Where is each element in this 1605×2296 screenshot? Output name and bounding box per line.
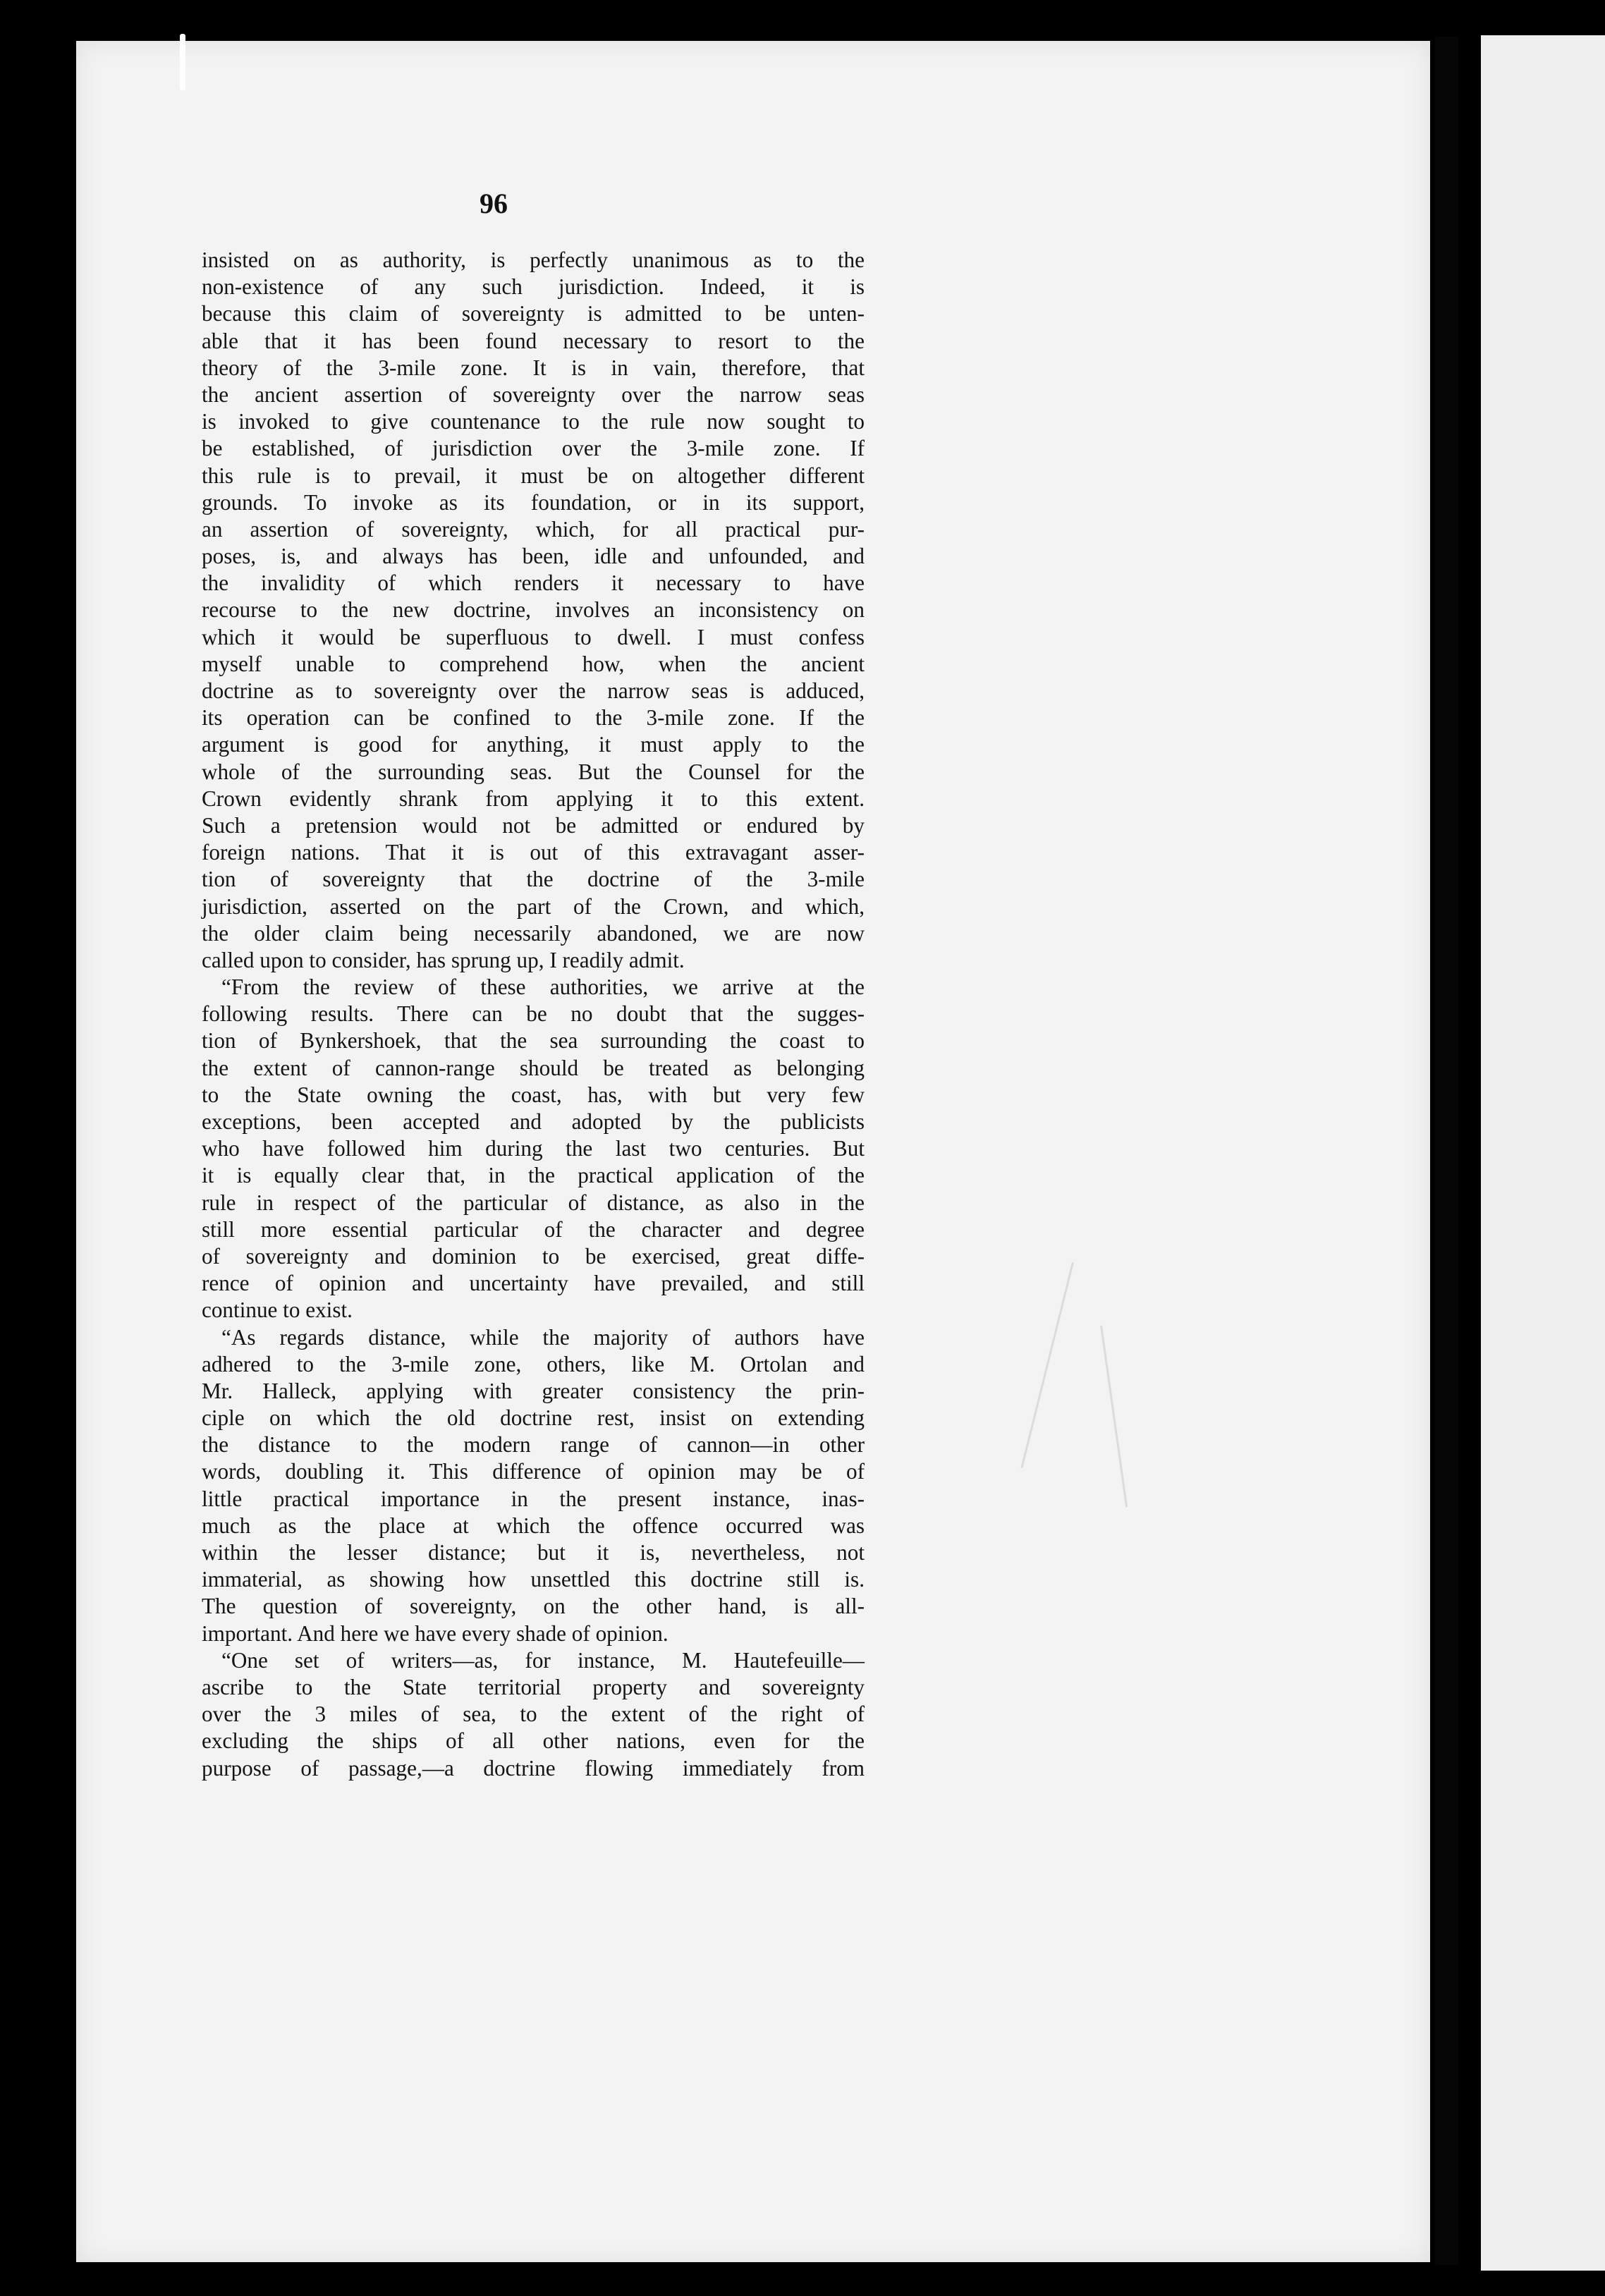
body-text [202, 247, 865, 1782]
text-line: exceptions, been accepted and adopted by the publicists [202, 1109, 865, 1134]
text-line: grounds. To invoke as its foundation, or in its support, [202, 489, 865, 515]
page-number: 96 [480, 188, 508, 219]
text-line: words, doubling it. This difference of opinion may be of [202, 1459, 865, 1484]
text-line: important. And here we have every shade of opinion. [202, 1620, 669, 1646]
text-line: excluding the ships of all other nations, even for the [202, 1728, 865, 1754]
text-line: to the State owning the coast, has, with but very few [202, 1082, 865, 1107]
text-line: within the lesser distance; but it is, nevertheless, not [202, 1540, 865, 1565]
text-line: the older claim being necessarily abandoned, we are now [202, 920, 865, 946]
text-line: Such a pretension would not be admitted or endured by [202, 812, 865, 838]
text-line: its operation can be confined to the 3-mile zone. If the [202, 705, 865, 731]
text-line: doctrine as to sovereignty over the narrow seas is adduced, [202, 678, 865, 703]
adjacent-page-edge [1481, 35, 1605, 2271]
text-line: which it would be superfluous to dwell. I must confess [202, 624, 865, 649]
text-line: little practical importance in the present instance, inas- [202, 1486, 865, 1511]
text-line: much as the place at which the offence occurred was [202, 1513, 865, 1538]
text-line: The question of sovereignty, on the other hand, is all- [202, 1594, 865, 1619]
text-line: tion of sovereignty that the doctrine of the 3-mile [202, 867, 865, 892]
text-line: purpose of passage,—a doctrine flowing immediately from [202, 1755, 865, 1781]
text-line: called upon to consider, has sprung up, I readily admit. [202, 947, 685, 972]
text-line: over the 3 miles of sea, to the extent of the right of [202, 1702, 865, 1727]
text-line: whole of the surrounding seas. But the Counsel for the [202, 759, 865, 784]
text-line: because this claim of sovereignty is admitted to be unten- [202, 301, 865, 326]
text-line: rule in respect of the particular of distance, as also in the [202, 1190, 865, 1215]
text-line: foreign nations. That it is out of this extravagant asser- [202, 840, 865, 865]
text-line: of sovereignty and dominion to be exercised, great diffe- [202, 1243, 865, 1269]
text-line: theory of the 3-mile zone. It is in vain, therefore, that [202, 355, 865, 380]
text-line: myself unable to comprehend how, when the ancient [202, 651, 865, 676]
text-line: “One set of writers—as, for instance, M. Hautefeuille— [221, 1647, 865, 1673]
text-line: argument is good for anything, it must apply to the [202, 732, 865, 757]
text-line: continue to exist. [202, 1297, 353, 1323]
text-line: Mr. Halleck, applying with greater consistency the prin- [202, 1378, 865, 1403]
page-gutter [1434, 37, 1458, 2265]
text-line: be established, of jurisdiction over the 3-mile zone. If [202, 436, 865, 461]
text-line: poses, is, and always has been, idle and unfounded, and [202, 544, 865, 569]
text-line: tion of Bynkershoek, that the sea surrounding the coast to [202, 1028, 865, 1054]
text-line: an assertion of sovereignty, which, for all practical pur- [202, 516, 865, 542]
text-line: “As regards distance, while the majority of authors have [221, 1324, 865, 1350]
text-line: ascribe to the State territorial property and sovereignty [202, 1674, 865, 1699]
text-line: recourse to the new doctrine, involves an inconsistency on [202, 597, 865, 623]
text-line: able that it has been found necessary to resort to the [202, 328, 865, 353]
text-line: non-existence of any such jurisdiction. Indeed, it is [202, 274, 865, 300]
text-line: the extent of cannon-range should be treated as belonging [202, 1055, 865, 1080]
text-line: still more essential particular of the character and degree [202, 1216, 865, 1242]
text-line: is invoked to give countenance to the rule now sought to [202, 409, 865, 434]
text-line: ciple on which the old doctrine rest, insist on extending [202, 1405, 865, 1431]
text-line: “From the review of these authorities, we arrive at the [221, 975, 865, 1000]
text-line: rence of opinion and uncertainty have prevailed, and still [202, 1271, 865, 1296]
text-line: following results. There can be no doubt that the sugges- [202, 1001, 865, 1027]
text-line: who have followed him during the last two centuries. But [202, 1136, 865, 1161]
text-line: adhered to the 3-mile zone, others, like M. Ortolan and [202, 1351, 865, 1376]
text-line: immaterial, as showing how unsettled this doctrine still is. [202, 1567, 865, 1592]
text-line: the ancient assertion of sovereignty over the narrow seas [202, 381, 865, 407]
text-line: insisted on as authority, is perfectly unanimous as to the [202, 248, 865, 272]
text-line: the invalidity of which renders it necessary to have [202, 570, 865, 596]
text-line: it is equally clear that, in the practical application of the [202, 1163, 865, 1188]
text-line: this rule is to prevail, it must be on altogether different [202, 463, 865, 488]
text-line: Crown evidently shrank from applying it to this extent. [202, 786, 865, 811]
text-line: jurisdiction, asserted on the part of the Crown, and which, [202, 893, 865, 919]
scan-speck [180, 34, 185, 90]
text-line: the distance to the modern range of cannon—in other [202, 1432, 865, 1458]
